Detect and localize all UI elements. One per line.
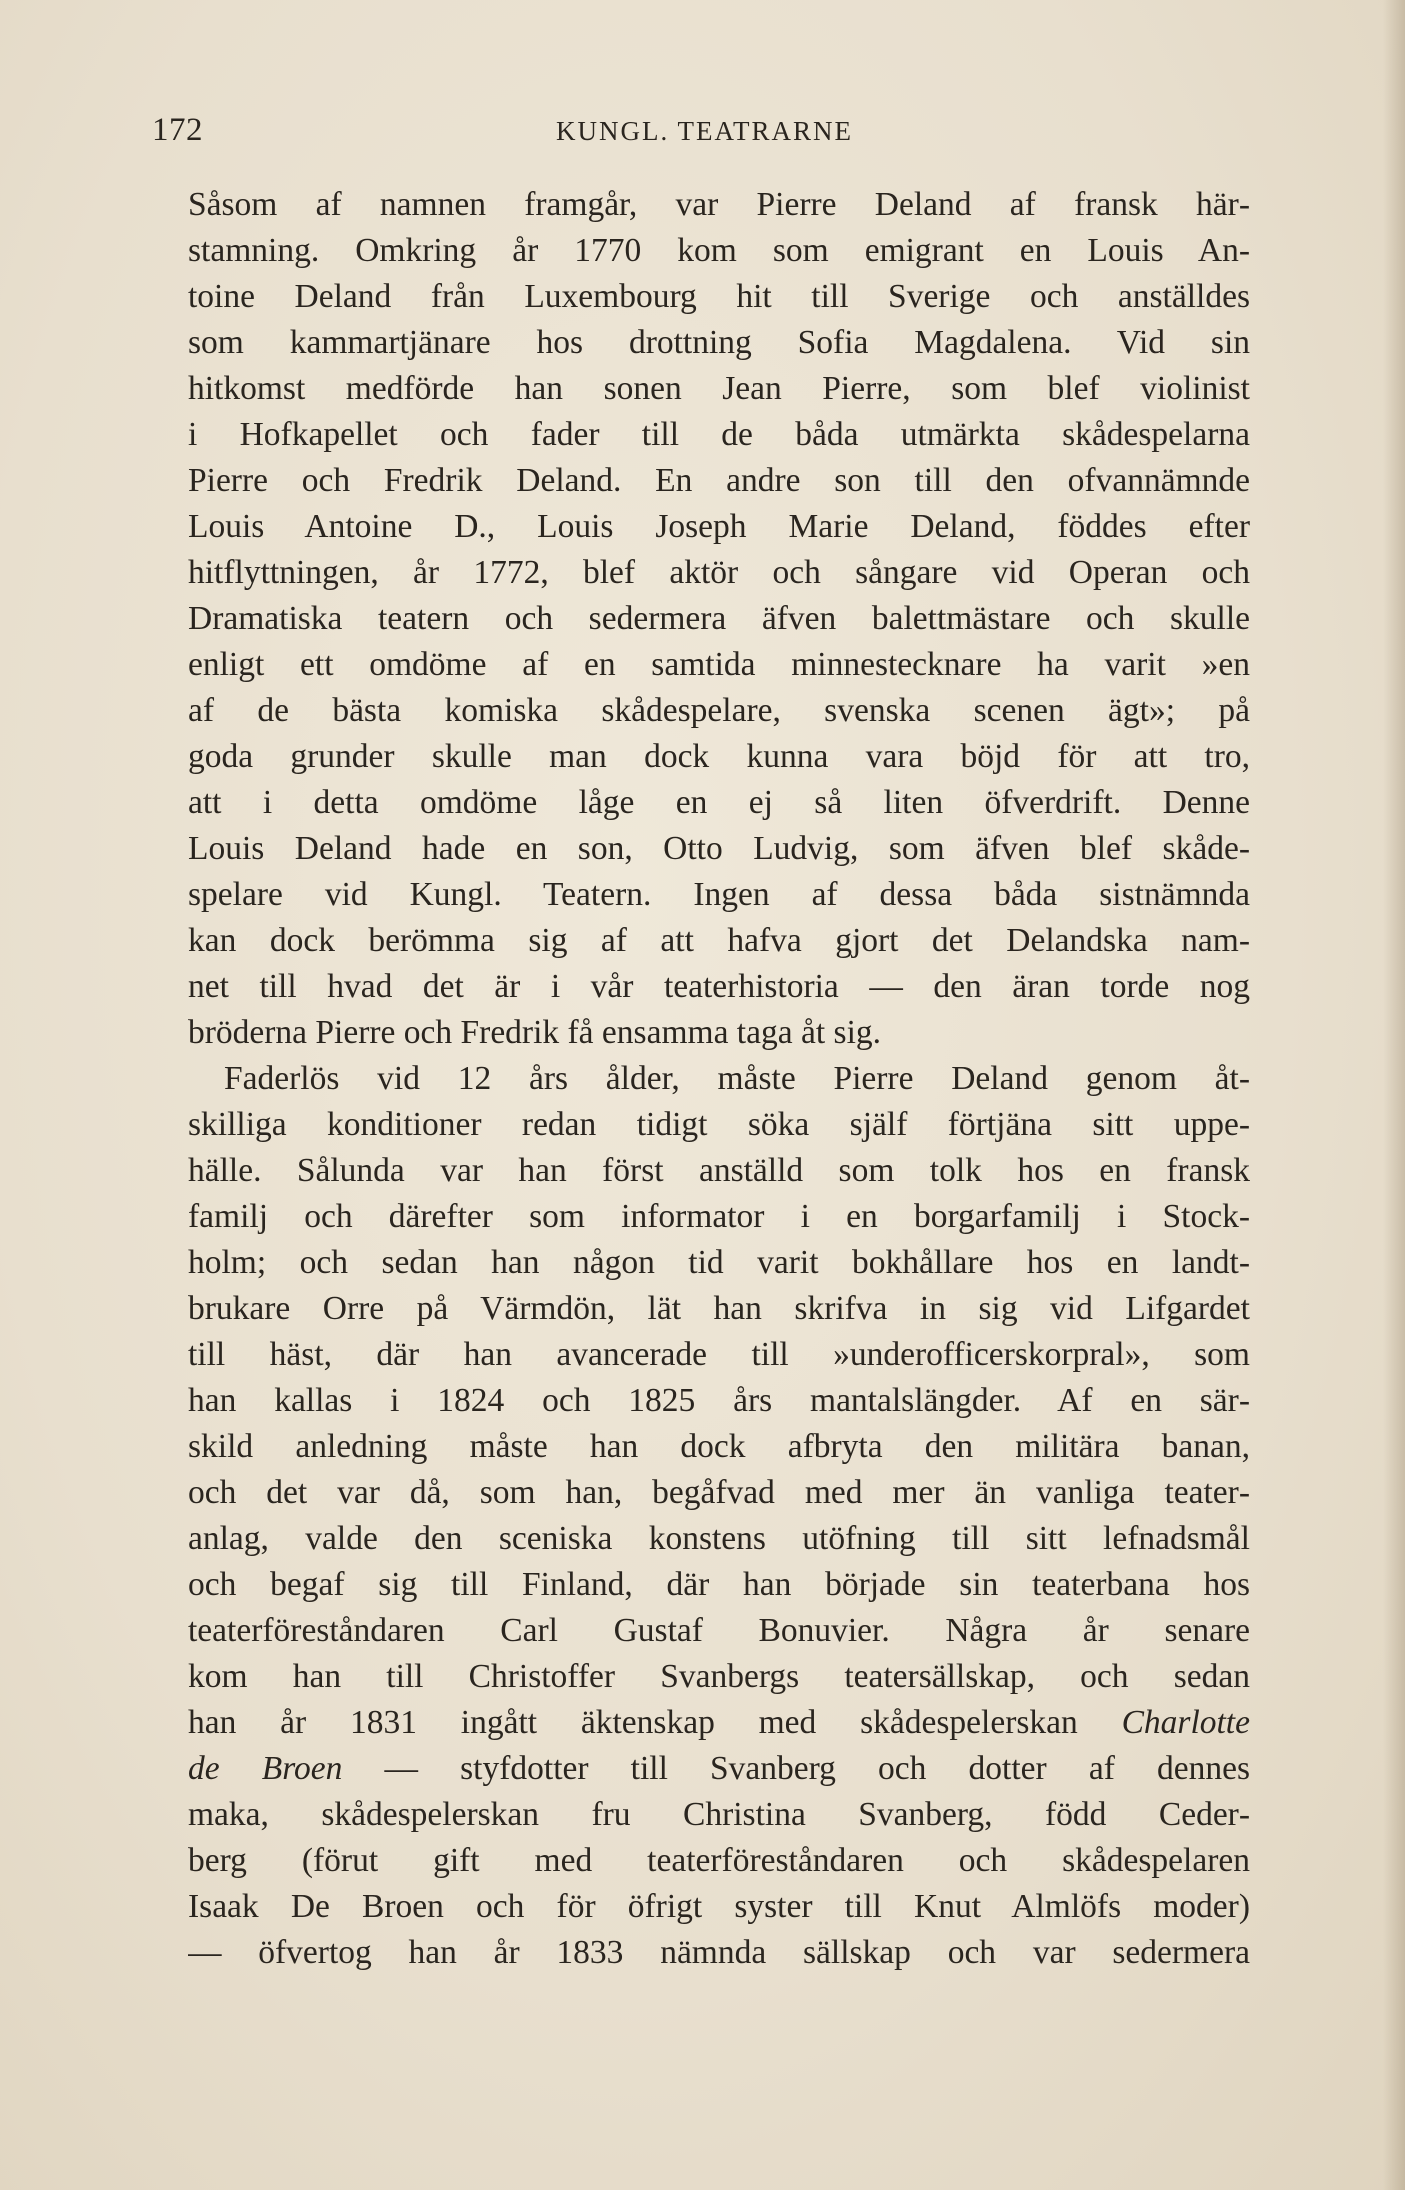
text-line-18: net till hvad det är i vår teaterhistoria — den äran torde nog	[188, 968, 1250, 1005]
text-line-35-main: — styfdotter till Svanberg och dotter af dennes	[384, 1750, 1250, 1787]
page-edge-shadow	[1383, 0, 1405, 2190]
text-line-36: maka, skådespelerskan fru Christina Svanberg, född Ceder‑	[188, 1796, 1250, 1833]
text-line-2: stamning. Omkring år 1770 kom som emigrant en Louis An‑	[188, 232, 1250, 269]
text-line-7: Pierre och Fredrik Deland. En andre son till den ofvannämnde	[188, 462, 1250, 499]
text-line-33: kom han till Christoffer Svanbergs teatersällskap, och sedan	[188, 1658, 1250, 1695]
text-line-15: Louis Deland hade en son, Otto Ludvig, som äfven blef skåde‑	[188, 830, 1250, 867]
text-line-26: till häst, där han avancerade till »underofficerskorpral», som	[188, 1336, 1250, 1373]
text-line-1: Såsom af namnen framgår, var Pierre Deland af fransk här‑	[188, 186, 1250, 223]
text-line-17: kan dock berömma sig af att hafva gjort det Delandska nam‑	[188, 922, 1250, 959]
text-line-4: som kammartjänare hos drottning Sofia Magdalena. Vid sin	[188, 324, 1250, 361]
italic-name-de-broen: de Broen	[188, 1750, 343, 1787]
text-line-23: familj och därefter som informator i en borgarfamilj i Stock‑	[188, 1198, 1250, 1235]
text-line-8: Louis Antoine D., Louis Joseph Marie Deland, föddes efter	[188, 508, 1250, 545]
page-header	[152, 112, 1257, 152]
text-line-5: hitkomst medförde han sonen Jean Pierre, som blef violinist	[188, 370, 1250, 407]
text-line-21: skilliga konditioner redan tidigt söka själf förtjäna sitt uppe‑	[188, 1106, 1250, 1143]
text-line-19: bröderna Pierre och Fredrik få ensamma taga åt sig.	[188, 1014, 881, 1051]
text-line-34-main: han år 1831 ingått äktenskap med skådespelerskan	[188, 1704, 1078, 1741]
text-line-37: berg (förut gift med teaterföreståndaren och skådespelaren	[188, 1842, 1250, 1879]
text-line-22: hälle. Sålunda var han först anställd som tolk hos en fransk	[188, 1152, 1250, 1189]
text-line-24: holm; och sedan han någon tid varit bokhållare hos en landt‑	[188, 1244, 1250, 1281]
text-line-32: teaterföreståndaren Carl Gustaf Bonuvier. Några år senare	[188, 1612, 1250, 1649]
text-line-25: brukare Orre på Värmdön, lät han skrifva in sig vid Lifgardet	[188, 1290, 1250, 1327]
text-line-10: Dramatiska teatern och sedermera äfven balettmästare och skulle	[188, 600, 1250, 637]
text-line-28: skild anledning måste han dock afbryta den militära banan,	[188, 1428, 1250, 1465]
page-number: 172	[152, 112, 203, 148]
text-line-29: och det var då, som han, begåfvad med mer än vanliga teater‑	[188, 1474, 1250, 1511]
text-line-6: i Hofkapellet och fader till de båda utmärkta skådespelarna	[188, 416, 1250, 453]
text-line-39: — öfvertog han år 1833 nämnda sällskap och var sedermera	[188, 1934, 1250, 1971]
text-line-27: han kallas i 1824 och 1825 års mantalslängder. Af en sär‑	[188, 1382, 1250, 1419]
text-line-9: hitflyttningen, år 1772, blef aktör och sångare vid Operan och	[188, 554, 1250, 591]
text-line-16: spelare vid Kungl. Teatern. Ingen af dessa båda sistnämnda	[188, 876, 1250, 913]
text-line-38: Isaak De Broen och för öfrigt syster till Knut Almlöfs moder)	[188, 1888, 1250, 1925]
text-line-34	[188, 1700, 1250, 1746]
text-line-12: af de bästa komiska skådespelare, svenska scenen ägt»; på	[188, 692, 1250, 729]
text-line-35	[188, 1746, 1250, 1792]
body-text	[188, 182, 1250, 1976]
text-line-14: att i detta omdöme låge en ej så liten öfverdrift. Denne	[188, 784, 1250, 821]
text-line-30: anlag, valde den sceniska konstens utöfning till sitt lefnadsmål	[188, 1520, 1250, 1557]
text-line-3: toine Deland från Luxembourg hit till Sverige och anställdes	[188, 278, 1250, 315]
text-line-31: och begaf sig till Finland, där han började sin teaterbana hos	[188, 1566, 1250, 1603]
italic-name-charlotte: Charlotte	[1121, 1704, 1250, 1741]
text-line-13: goda grunder skulle man dock kunna vara böjd för att tro,	[188, 738, 1250, 775]
text-line-11: enligt ett omdöme af en samtida minnestecknare ha varit »en	[188, 646, 1250, 683]
text-line-20: Faderlös vid 12 års ålder, måste Pierre Deland genom åt‑	[224, 1060, 1250, 1097]
running-head: KUNGL. TEATRARNE	[556, 116, 853, 146]
